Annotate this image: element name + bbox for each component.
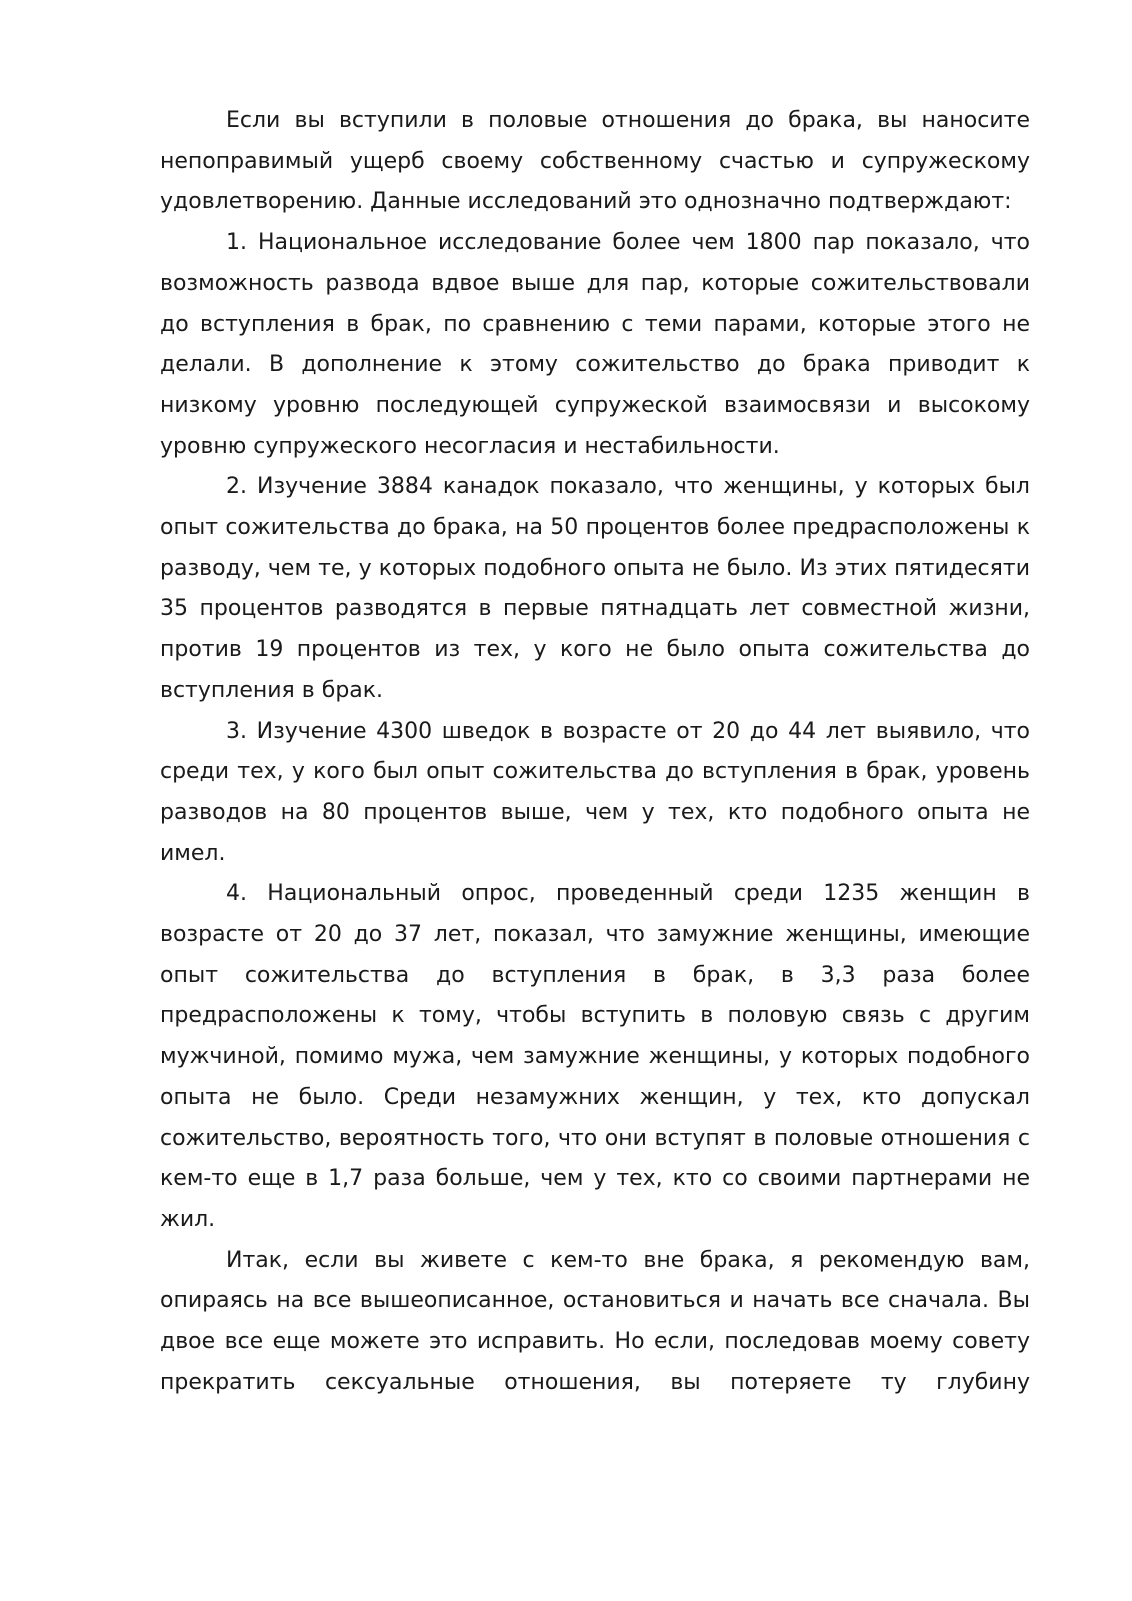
study-item-4: 4. Национальный опрос, проведенный среди 1235 женщин в возрасте от 20 до 37 лет, показал, что замужние женщины, имеющие опыт сожительства до вступления в брак, в 3,3 раза более предрасположены к тому, чтобы вступить в половую связь с другим мужчиной, помимо мужа, чем замужние женщины, у которых подобного опыта не было. Среди незамужних женщин, у тех, кто допускал сожительство, вероятность того, что они вступят в половые отношения с кем-то еще в 1,7 раза больше, чем у тех, кто со своими партнерами не жил. [160,881,1030,1232]
intro-paragraph: Если вы вступили в половые отношения до брака, вы наносите непоправимый ущерб своему собственному счастью и супружескому удовлетворению. Данные исследований это однозначно подтверждают: [160,108,1030,215]
study-item-2: 2. Изучение 3884 канадок показало, что женщины, у которых был опыт сожительства до брака, на 50 процентов более предрасположены к разводу, чем те, у которых подобного опыта не было. Из этих пятидесяти 35 процентов разводятся в первые пятнадцать лет совместной жизни, против 19 процентов из тех, у кого не было опыта сожительства до вступления в брак. [160,474,1030,703]
conclusion-paragraph: Итак, если вы живете с кем-то вне брака, я рекомендую вам, опираясь на все вышеописанное, остановиться и начать все сначала. Вы двое все еще можете это исправить. Но если, последовав моему совету прекратить сексуальные отношения, вы потеряете ту глубину [160,1247,1030,1395]
study-item-1: 1. Национальное исследование более чем 1800 пар показало, что возможность развода вдвое выше для пар, которые сожительствовали до вступления в брак, по сравнению с теми парами, которые этого не делали. В дополнение к этому сожительство до брака приводит к низкому уровню последующей супружеской взаимосвязи и высокому уровню супружеского несогласия и нестабильности. [160,230,1030,459]
study-item-3: 3. Изучение 4300 шведок в возрасте от 20 до 44 лет выявило, что среди тех, у кого был опыт сожительства до вступления в брак, уровень разводов на 80 процентов выше, чем у тех, кто подобного опыта не имел. [160,718,1030,866]
document-body [160,101,1030,1404]
